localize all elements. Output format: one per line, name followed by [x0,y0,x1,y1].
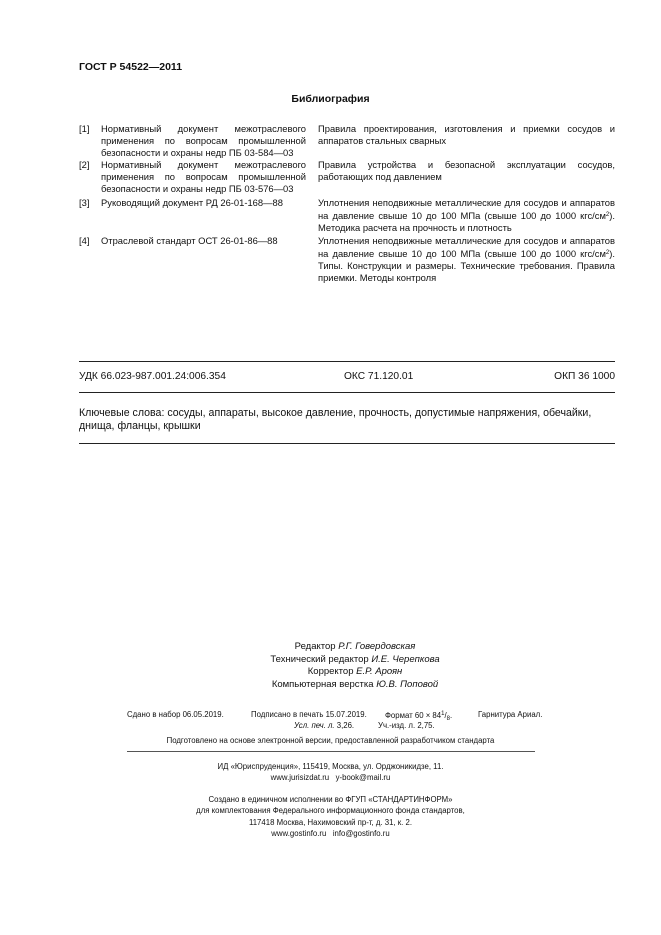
keywords: Ключевые слова: сосуды, аппараты, высокое давление, прочность, допустимые напряжения, обечайки, днища, фланцы, крышки [79,407,592,432]
credit-tech-editor: Технический редактор И.Е. Черепкова [270,653,440,665]
credits [230,641,480,691]
standard-code: ГОСТ Р 54522—2011 [79,61,183,73]
entry-document: Отраслевой стандарт ОСТ 26-01-86—88 [101,235,278,246]
oks-code: ОКС 71.120.01 [344,371,414,382]
publisher-mail[interactable]: y-book@mail.ru [335,773,391,782]
gostinfo-site[interactable]: www.gostinfo.ru [271,829,327,838]
divider [127,751,535,752]
entry-title: Правила проектирования, изготовления и приемки сосудов и аппаратов стальных сварных [318,123,615,146]
publisher-site[interactable]: www.jurisizdat.ru [270,773,330,782]
bibliography-entry [79,197,615,233]
entry-title: Уплотнения неподвижные металлические для сосудов и аппаратов на давление свыше 10 до 100 МПа (свыше 100 до 1000 кгс/$см^2$). Типы. Конструкции и размеры. Технические требования. Правила приемки. Методы контроля [318,235,615,283]
udk-code: УДК 66.023-987.001.24:006.354 [79,371,226,382]
divider [79,361,615,362]
entry-number: [2] [79,159,90,170]
entry-number: [3] [79,197,90,208]
divider [79,443,615,444]
entry-document: Нормативный документ межотраслевого применения по вопросам промышленной безопасности и охраны недр ПБ 03-584—03 [101,123,306,158]
entry-number: [1] [79,123,90,134]
credit-editor: Редактор Р.Г. Говердовская [294,641,416,652]
bibliography-entry [79,123,615,163]
credit-proofreader: Корректор Е.Р. Ароян [307,666,403,677]
address-line: 117418 Москва, Нахимовский пр-т, д. 31, к. 2. [248,818,413,827]
standartinform-contacts [0,829,661,840]
print-submitted: Сдано в набор 06.05.2019. [127,710,224,719]
entry-title: Правила устройства и безопасной эксплуатации сосудов, работающих под давлением [318,159,615,182]
print-format: Формат $60 \times 84^1/_8$. [385,711,453,722]
credit-layout: Компьютерная верстка Ю.В. Поповой [271,678,439,690]
entry-title: Уплотнения неподвижные металлические для сосудов и аппаратов на давление свыше 10 до 100 МПа (свыше 100 до 1000 кгс/$см^2$). Методика расчета на прочность и плотность [318,197,615,233]
print-edition: Уч.-изд. л. 2,75. [378,721,435,730]
entry-document: Руководящий документ РД 26-01-168—88 [101,197,283,208]
print-sheets: Усл. печ. л. 3,26. [294,721,355,730]
publisher-line: ИД «Юриспруденция», 115419, Москва, ул. Орджоникидзе, 11. [217,762,444,771]
divider [79,392,615,393]
publisher-contacts [0,773,661,784]
gostinfo-mail[interactable]: info@gostinfo.ru [332,829,390,838]
print-signed: Подписано в печать 15.07.2019. [251,710,367,719]
print-typeface: Гарнитура Ариал. [478,710,543,719]
print-prepared: Подготовлено на основе электронной версии, предоставленной разработчиком стандарта [166,736,495,745]
entry-document: Нормативный документ межотраслевого применения по вопросам промышленной безопасности и охраны недр ПБ 03-576—03 [101,159,306,194]
bibliography-title: Библиография [291,93,370,105]
created-line: для комплектования Федерального информационного фонда стандартов, [196,806,465,815]
created-line: Создано в единичном исполнении во ФГУП «СТАНДАРТИНФОРМ» [208,795,453,804]
bibliography-entry [79,235,615,283]
okp-code: ОКП 36 1000 [554,371,615,382]
entry-number: [4] [79,235,90,246]
bibliography-entry [79,159,615,199]
